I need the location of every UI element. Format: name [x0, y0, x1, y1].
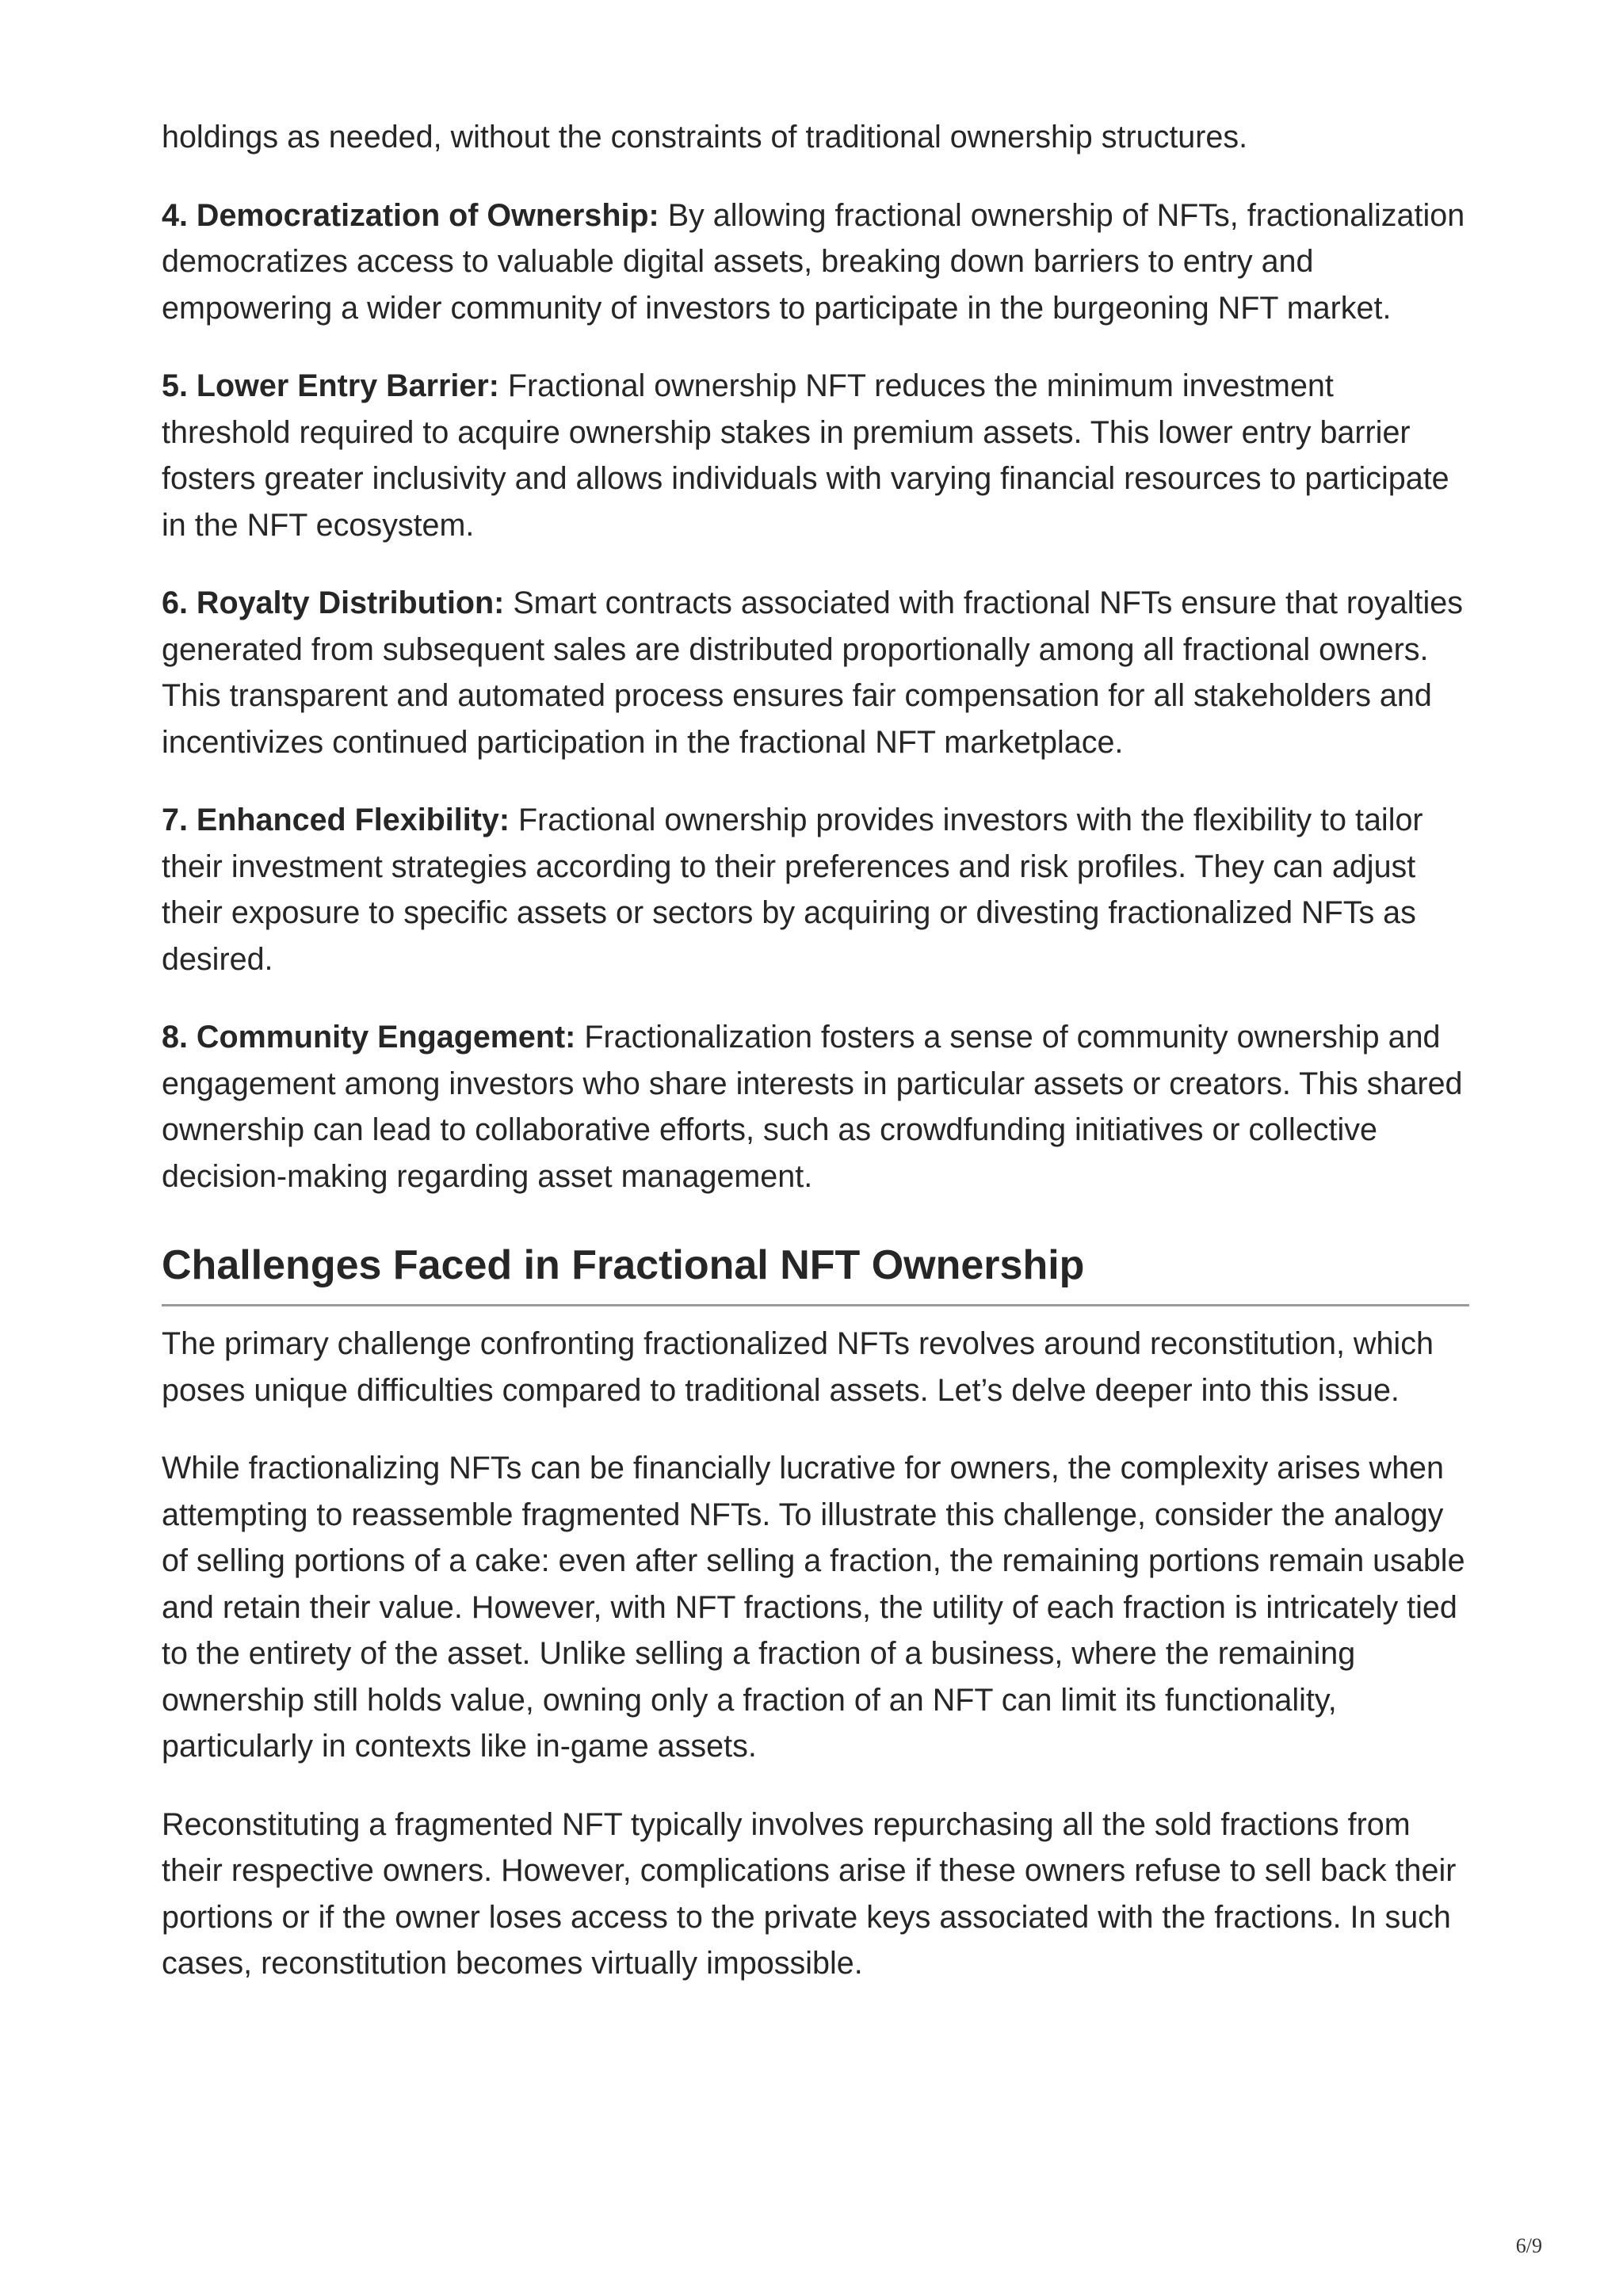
benefit-title: 7. Enhanced Flexibility:: [162, 803, 510, 837]
benefit-title: 8. Community Engagement:: [162, 1020, 576, 1055]
benefit-text: Smart contracts associated with fractional NFTs ensure that royalties generated from subsequent sales are distributed proportionally among all fractional owners. This transparent and automated process ensures fair compensation for all stakeholders and incentivizes continued participation in the fractional NFT marketplace.: [162, 585, 1463, 760]
benefit-title: 6. Royalty Distribution:: [162, 585, 505, 620]
challenges-paragraph: Reconstituting a fragmented NFT typically involves repurchasing all the sold fractions from their respective owners. However, complications arise if these owners refuse to sell back their portions or if the owner loses access to the private keys associated with the fractions. In such cases, reconstitution becomes virtually impossible.: [162, 1806, 1457, 1981]
benefit-text: Fractional ownership provides investors with the flexibility to tailor their investment strategies according to their preferences and risk profiles. They can adjust their exposure to specific assets or sectors by acquiring or divesting fractionalized NFTs as desired.: [162, 803, 1423, 977]
benefit-flexibility-paragraph: [162, 797, 1469, 982]
page-number: 6/9: [1515, 2234, 1542, 2257]
benefit-text: Fractional ownership NFT reduces the minimum investment threshold required to acquire ownership stakes in premium assets. This lower entry barrier fosters greater inclusivity and allows individuals with varying financial resources to participate in the NFT ecosystem.: [162, 368, 1449, 543]
benefit-community-paragraph: [162, 1014, 1469, 1199]
challenges-paragraph: While fractionalizing NFTs can be financially lucrative for owners, the complexity arises when attempting to reassemble fragmented NFTs. To illustrate this challenge, consider the analogy of selling portions of a cake: even after selling a fraction, the remaining portions remain usable and retain their value. However, with NFT fractions, the utility of each fraction is intricately tied to the entirety of the asset. Unlike selling a fraction of a business, where the remaining ownership still holds value, owning only a fraction of an NFT can limit its functionality, particularly in contexts like in-game assets.: [162, 1451, 1465, 1764]
section-heading-challenges: Challenges Faced in Fractional NFT Ownership: [162, 1238, 1469, 1306]
benefit-title: 4. Democratization of Ownership:: [162, 197, 659, 233]
benefit-royalty-paragraph: [162, 580, 1469, 765]
benefit-text: By allowing fractional ownership of NFTs, fractionalization democratizes access to valuable digital assets, breaking down barriers to entry and empowering a wider community of investors to participate in the burgeoning NFT market.: [162, 197, 1465, 326]
benefit-democratization-paragraph: [162, 193, 1469, 332]
challenges-paragraph: The primary challenge confronting fractionalized NFTs revolves around reconstitution, which poses unique difficulties compared to traditional assets. Let’s delve deeper into this issue.: [162, 1326, 1434, 1408]
benefit-title: 5. Lower Entry Barrier:: [162, 368, 499, 403]
document-body: [162, 114, 1469, 2019]
benefit-lower-entry-paragraph: [162, 363, 1469, 548]
intro-continuation-paragraph: holdings as needed, without the constraints of traditional ownership structures.: [162, 120, 1248, 154]
benefit-text: Fractionalization fosters a sense of community ownership and engagement among investors who share interests in particular assets or creators. This shared ownership can lead to collaborative efforts, such as crowdfunding initiatives or collective decision-making regarding asset management.: [162, 1020, 1463, 1194]
